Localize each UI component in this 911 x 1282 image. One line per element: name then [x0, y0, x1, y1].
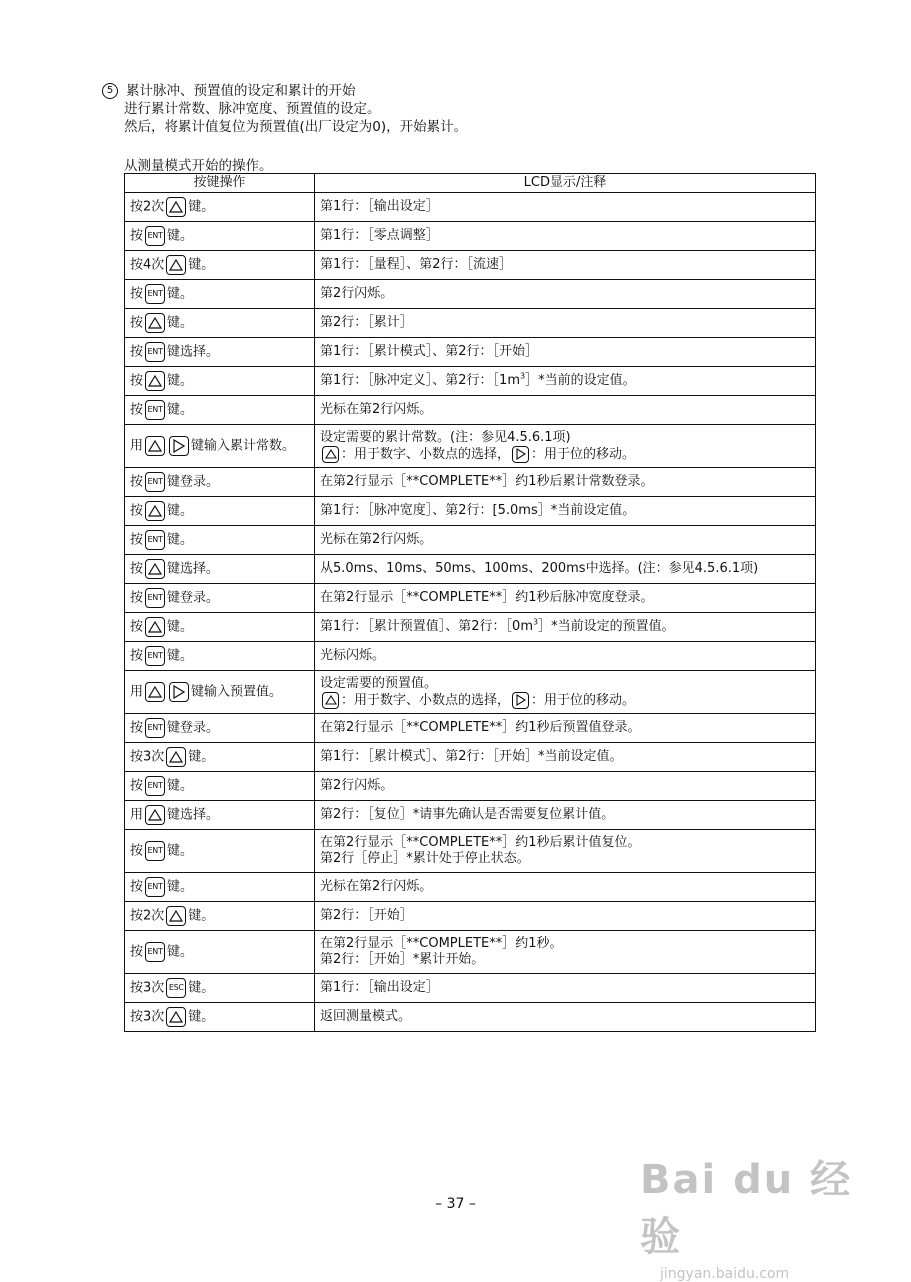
ent-key-icon: ENT — [145, 776, 165, 796]
header-key-op: 按键操作 — [125, 174, 315, 193]
up-triangle-icon — [322, 446, 339, 463]
right-triangle-icon — [169, 682, 189, 702]
esc-key-icon: ESC — [166, 978, 186, 998]
right-triangle-icon — [169, 436, 189, 456]
table-row: 按3次 键。 返回测量模式。 — [125, 1003, 816, 1032]
table-row: 用 键输入预置值。 设定需要的预置值。 ：用于数字、小数点的选择， ：用于位的移动。 — [125, 671, 816, 714]
table-row: 按 ENT 键登录。 在第2行显示［**COMPLETE**］约1秒后脉冲宽度登录。 — [125, 584, 816, 613]
table-row: 按 键。 第2行：［累计］ — [125, 309, 816, 338]
table-row: 按 ENT 键。 在第2行显示［**COMPLETE**］约1秒。 第2行：［开始］*累计开始。 — [125, 931, 816, 974]
table-row: 按 ENT 键登录。 在第2行显示［**COMPLETE**］约1秒后预置值登录。 — [125, 714, 816, 743]
ent-key-icon: ENT — [145, 841, 165, 861]
table-row: 按 ENT 键选择。 第1行：［累计模式］、第2行：［开始］ — [125, 338, 816, 367]
table-row: 用 键选择。 第2行：［复位］*请事先确认是否需要复位累计值。 — [125, 801, 816, 830]
table-row: 按 ENT 键。 第1行：［零点调整］ — [125, 222, 816, 251]
page-number: – 37 – — [435, 1196, 476, 1212]
ent-key-icon: ENT — [145, 588, 165, 608]
table-row: 按4次 键。 第1行：［量程］、第2行：［流速］ — [125, 251, 816, 280]
up-triangle-icon — [166, 197, 186, 217]
baidu-jingyan-watermark: Bai du 经验 jingyan.baidu.com — [640, 1157, 853, 1282]
table-header-row — [125, 174, 816, 193]
up-triangle-icon — [145, 436, 165, 456]
ent-key-icon: ENT — [145, 942, 165, 962]
table-row: 按 ENT 键。 第2行闪烁。 — [125, 772, 816, 801]
ent-key-icon: ENT — [145, 472, 165, 492]
up-triangle-icon — [145, 559, 165, 579]
table-row: 按3次 键。 第1行：［累计模式］、第2行：［开始］*当前设定值。 — [125, 743, 816, 772]
up-triangle-icon — [166, 747, 186, 767]
section-title: 累计脉冲、预置值的设定和累计的开始 — [126, 83, 356, 99]
ent-key-icon: ENT — [145, 284, 165, 304]
up-triangle-icon — [145, 617, 165, 637]
ent-key-icon: ENT — [145, 877, 165, 897]
table-row: 按 ENT 键登录。 在第2行显示［**COMPLETE**］约1秒后累计常数登录。 — [125, 468, 816, 497]
table-row: 按2次 键。 第2行：［开始］ — [125, 902, 816, 931]
ent-key-icon: ENT — [145, 226, 165, 246]
operations-table — [124, 173, 816, 1032]
up-triangle-icon — [145, 313, 165, 333]
up-triangle-icon — [322, 692, 339, 709]
ent-key-icon: ENT — [145, 718, 165, 738]
table-row: 按 ENT 键。 光标在第2行闪烁。 — [125, 526, 816, 555]
table-row: 按 ENT 键。 光标在第2行闪烁。 — [125, 396, 816, 425]
table-row: 按 ENT 键。 光标在第2行闪烁。 — [125, 873, 816, 902]
up-triangle-icon — [145, 501, 165, 521]
up-triangle-icon — [145, 682, 165, 702]
section-header — [102, 82, 467, 136]
table-row: 按 ENT 键。 光标闪烁。 — [125, 642, 816, 671]
header-lcd: LCD显示/注释 — [315, 174, 816, 193]
table-row: 按 键。 第1行：［累计预置值］、第2行：$[0m^3]*$当前设定的预置值。 — [125, 613, 816, 642]
table-row: 用 键输入累计常数。 设定需要的累计常数。(注：参见4.5.6.1项) ：用于数字、小数点的选择， ：用于位的移动。 — [125, 425, 816, 468]
ent-key-icon: ENT — [145, 530, 165, 550]
ent-key-icon: ENT — [145, 342, 165, 362]
up-triangle-icon — [145, 371, 165, 391]
ent-key-icon: ENT — [145, 646, 165, 666]
up-triangle-icon — [166, 906, 186, 926]
up-triangle-icon — [166, 255, 186, 275]
table-row: 按 键。 第1行：［脉冲定义］、第2行：$[1m^3]*$当前的设定值。 — [125, 367, 816, 396]
intro-line-1: 进行累计常数、脉冲宽度、预置值的设定。 — [124, 101, 381, 117]
up-triangle-icon — [166, 1007, 186, 1027]
table-row: 按 键选择。 从5.0ms、10ms、50ms、100ms、200ms中选择。(注：参见4.5.6.1项) — [125, 555, 816, 584]
up-triangle-icon — [145, 805, 165, 825]
ent-key-icon: ENT — [145, 400, 165, 420]
table-row: 按3次 ESC 键。 第1行：［输出设定］ — [125, 974, 816, 1003]
table-row: 按 ENT 键。 第2行闪烁。 — [125, 280, 816, 309]
section-number: 5 — [102, 83, 118, 99]
right-triangle-icon — [512, 446, 529, 463]
intro-line-2: 然后，将累计值复位为预置值(出厂设定为0)，开始累计。 — [124, 119, 468, 135]
table-row: 按 ENT 键。 在第2行显示［**COMPLETE**］约1秒后累计值复位。 第2行［停止］*累计处于停止状态。 — [125, 830, 816, 873]
table-row: 按2次 键。 第1行：［输出设定］ — [125, 193, 816, 222]
table-row: 按 键。 第1行：［脉冲宽度］、第2行：[5.0ms］*当前设定值。 — [125, 497, 816, 526]
start-label: 从测量模式开始的操作。 — [124, 158, 273, 174]
right-triangle-icon — [512, 692, 529, 709]
